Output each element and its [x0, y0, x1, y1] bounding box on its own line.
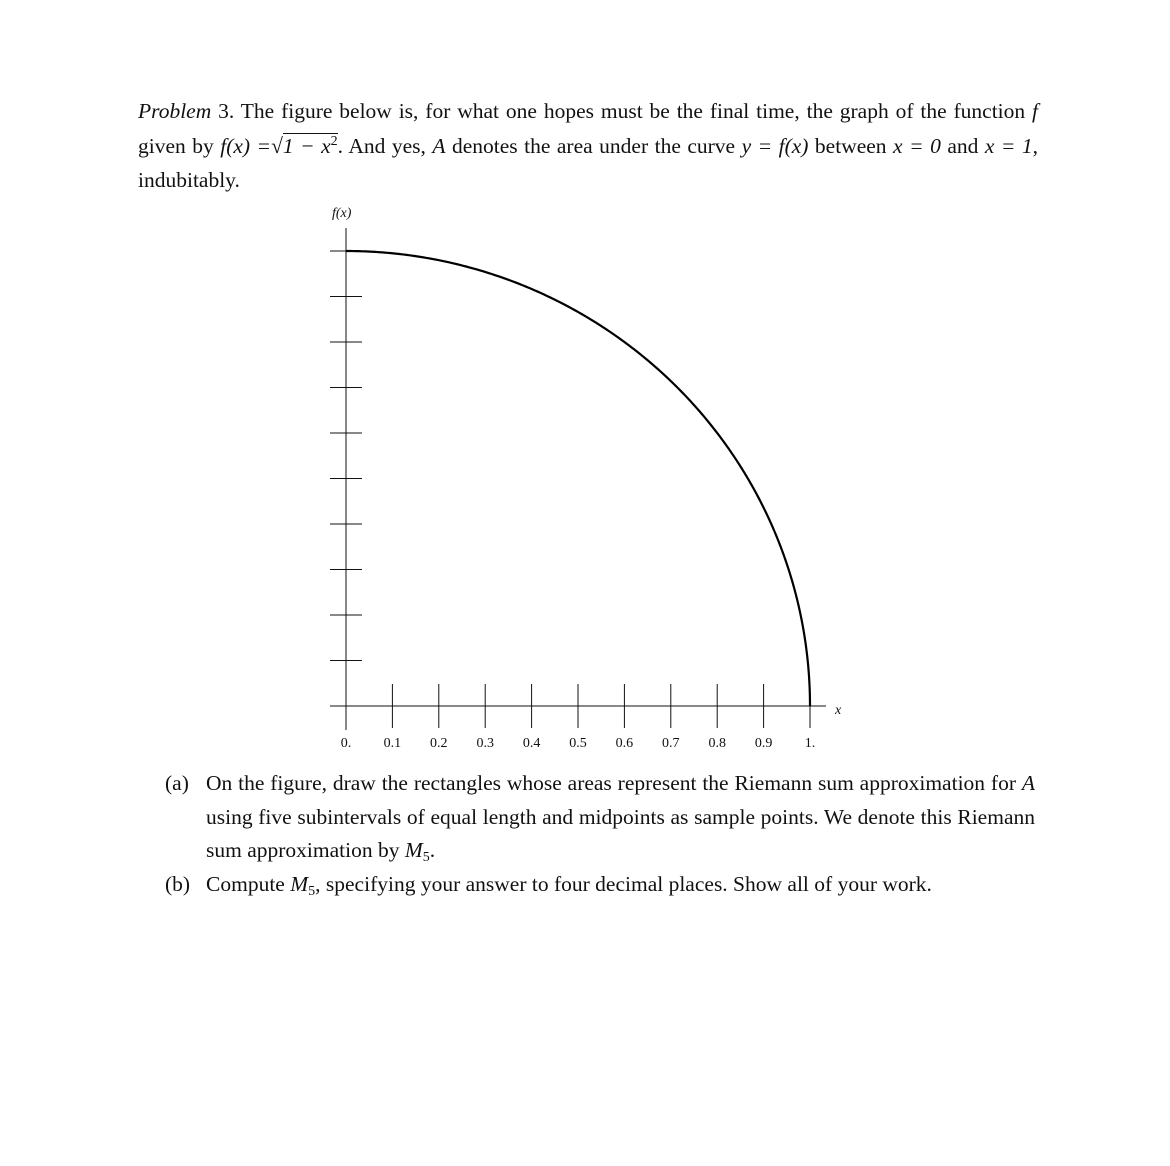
tick-labels	[341, 736, 816, 751]
function-variable: f	[1032, 99, 1039, 123]
problem-number: 3.	[218, 99, 235, 123]
problem-text-3: . And yes,	[337, 133, 426, 158]
x-tick-label: 0.3	[476, 736, 494, 751]
x-tick-label: 0.8	[708, 736, 726, 751]
x-tick-label: 1.	[804, 736, 816, 751]
problem-text-1: The figure below is, for what one hopes must be the final time, the graph of the function	[240, 99, 1026, 123]
curve-equation: y = f(x)	[741, 133, 809, 158]
part-b-label: (b)	[165, 871, 191, 896]
part-b-m-subscript: 5	[308, 883, 316, 899]
sqrt-exponent: 2	[330, 133, 338, 149]
ticks	[330, 251, 810, 728]
x-tick-label: 0.7	[662, 736, 680, 751]
x-tick-label: 0.2	[430, 736, 448, 751]
y-axis-label: f(x)	[332, 206, 352, 221]
problem-text-5: between	[814, 133, 887, 158]
x-tick-label: 0.4	[522, 736, 541, 751]
part-b-m-variable: M	[290, 871, 309, 896]
part-a	[165, 767, 1035, 868]
area-variable: A	[432, 133, 446, 158]
x-tick-label: 0.9	[754, 736, 773, 751]
problem-label: Problem	[138, 99, 212, 123]
part-b-text-2: , specifying your answer to four decimal places. Show all of your work.	[315, 871, 932, 896]
part-a-area-variable: A	[1021, 771, 1035, 795]
x-tick-label: 0.	[340, 736, 352, 751]
x-axis-label: x	[835, 703, 842, 718]
sqrt-symbol: √	[271, 133, 283, 158]
function-curve	[346, 251, 810, 706]
part-b-text-1: Compute	[206, 871, 285, 896]
lower-bound: x = 0	[893, 133, 941, 158]
part-a-label: (a)	[165, 771, 189, 795]
upper-bound: x = 1	[984, 133, 1033, 158]
sqrt-body: 1 − x	[282, 133, 331, 158]
part-a-text-1: On the figure, draw the rectangles whose areas represent the Riemann sum approximation for	[206, 771, 1016, 795]
problem-parts	[165, 767, 1035, 901]
x-tick-label: 0.1	[383, 736, 402, 751]
part-a-text-3: .	[429, 838, 436, 862]
part-a-m-subscript: 5	[422, 850, 430, 865]
problem-text-6: , indubitably.	[138, 133, 1038, 192]
function-definition-lhs: f(x) =	[220, 133, 272, 158]
axes	[330, 228, 826, 730]
problem-text-4: denotes the area under the curve	[451, 133, 736, 158]
problem-text-and: and	[947, 133, 979, 158]
part-a-m-variable: M	[404, 838, 423, 862]
part-a-text-2: using five subintervals of equal length and midpoints as sample points. We denote this Riemann sum approximation by	[206, 804, 1035, 862]
part-b	[165, 868, 1035, 902]
x-tick-label: 0.5	[569, 736, 587, 751]
problem-text-2: given by	[138, 133, 214, 158]
x-tick-label: 0.6	[615, 736, 634, 751]
